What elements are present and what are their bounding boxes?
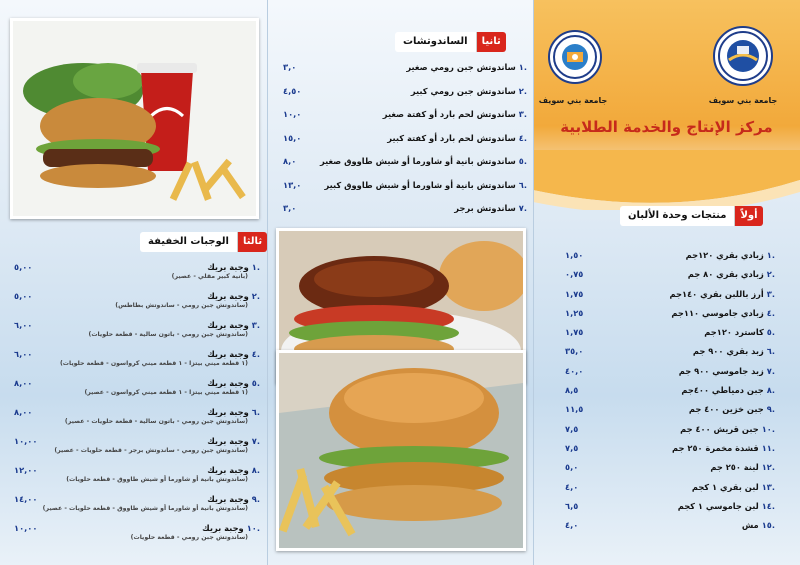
item-name: ساندوتش جبن رومي كبير <box>410 85 516 96</box>
item-name: لبن جاموسي ١ كجم <box>677 500 759 511</box>
menu-item <box>14 523 260 552</box>
section-header-sandwiches <box>395 32 506 52</box>
header-wave <box>533 150 800 210</box>
item-name: جبن خزين ٤٠٠ جم <box>688 404 764 415</box>
menu-item <box>565 482 775 501</box>
burger-cola-photo <box>10 18 259 219</box>
item-name: أرز باللبن بقري ١٤٠جم <box>669 288 764 299</box>
section-badge: ثانيا <box>477 32 506 52</box>
item-number: .٨ <box>251 465 260 475</box>
menu-item <box>283 180 527 204</box>
item-name: وجبة بريك <box>207 262 249 272</box>
section-label: الساندوتشات <box>395 32 477 52</box>
menu-item <box>565 501 775 520</box>
item-name: ساندوتش برجر <box>454 203 516 213</box>
menu-item <box>565 520 775 539</box>
item-name: زبادي بقري ٨٠ جم <box>687 269 764 280</box>
item-number: .٤ <box>251 349 260 359</box>
section-label: الوجبات الخفيفة <box>140 232 238 252</box>
item-price: ١١,٥ <box>565 404 584 415</box>
item-price: ٨,٠٠ <box>14 407 33 417</box>
item-price: ١,٥٠ <box>565 250 584 260</box>
item-number: .٦ <box>518 179 527 190</box>
item-name: وجبة بريك <box>207 378 249 388</box>
menu-item <box>283 203 527 227</box>
menu-item <box>14 262 260 291</box>
chicken-burger-photo <box>276 350 526 551</box>
section-label: منتجات وحدة الألبان <box>620 206 735 226</box>
item-price: ١٠,٠٠ <box>14 436 38 446</box>
item-price: ١٠,٠٠ <box>14 523 38 533</box>
item-price: ٨,٠ <box>283 156 297 166</box>
item-number: .٤ <box>518 132 527 143</box>
menu-item <box>565 308 775 327</box>
menu-item <box>565 424 775 443</box>
item-name: ساندوتش بانية أو شاورما أو شيش طاووق كبير <box>324 179 516 190</box>
production-center-logo <box>548 30 602 84</box>
dairy-list <box>565 250 775 539</box>
menu-item <box>14 349 260 378</box>
menu-item <box>283 133 527 157</box>
item-price: ٨,٥ <box>565 385 579 396</box>
item-description: (ساندوتش جبن رومي - ساندوتش بطاطس) <box>115 302 248 309</box>
item-price: ٨,٠٠ <box>14 378 33 388</box>
item-price: ٣,٠ <box>283 62 297 72</box>
item-number: .٣ <box>251 320 260 330</box>
item-price: ١٢,٠٠ <box>14 465 38 475</box>
item-number: .٥ <box>251 378 260 388</box>
item-price: ٦,٥ <box>565 500 579 511</box>
item-number: .٢ <box>518 85 527 96</box>
panel-divider <box>267 0 268 565</box>
item-price: ٧,٥ <box>565 442 579 453</box>
menu-item <box>565 385 775 404</box>
item-name: لبنة ٢٥٠ جم <box>710 462 759 473</box>
item-price: ٤,٥٠ <box>283 85 302 96</box>
item-price: ٦,٠٠ <box>14 349 33 359</box>
item-name: وجبة بريك <box>207 349 249 359</box>
item-price: ٦,٠٠ <box>14 320 33 330</box>
item-number: .٢ <box>766 269 775 280</box>
menu-item <box>565 327 775 346</box>
item-price: ٥,٠٠ <box>14 262 33 272</box>
item-price: ١٣,٠ <box>283 179 302 190</box>
item-name: زبادي بقري ١٢٠جم <box>685 250 764 260</box>
item-number: .٨ <box>766 385 775 396</box>
item-name: وجبة بريك <box>207 291 249 301</box>
item-number: .٧ <box>766 365 775 376</box>
item-number: .٤ <box>766 307 775 318</box>
item-price: ١,٧٥ <box>565 327 584 338</box>
sandwiches-list <box>283 62 527 227</box>
item-description: (ساندوتش جبن رومي - باتون سالية - قطعة حلويات) <box>88 331 248 338</box>
item-number: .١١ <box>761 442 775 453</box>
item-price: ٥,٠٠ <box>14 291 33 301</box>
item-name: وجبة بريك <box>207 407 249 417</box>
item-name: وجبة بريك <box>202 523 244 533</box>
menu-item <box>14 407 260 436</box>
item-price: ١٠,٠ <box>283 109 302 119</box>
menu-item <box>283 156 527 180</box>
menu-item <box>283 62 527 86</box>
item-name: وجبة بريك <box>207 436 249 446</box>
item-number: .١٠ <box>761 423 775 434</box>
menu-item <box>14 465 260 494</box>
item-number: .١ <box>766 250 775 260</box>
item-number: .٥ <box>766 327 775 338</box>
menu-item <box>565 443 775 462</box>
menu-item <box>14 378 260 407</box>
item-name: كاسترد ١٢٠جم <box>704 327 764 338</box>
item-name: زبد جاموسي ٩٠٠ جم <box>678 365 764 376</box>
menu-item <box>565 462 775 481</box>
item-name: ساندوتش لحم بارد أو كفتة صغير <box>382 109 516 119</box>
item-name: وجبة بريك <box>207 494 249 504</box>
item-number: .٦ <box>251 407 260 417</box>
section-header-meals <box>140 232 267 252</box>
item-number: .٣ <box>518 109 527 119</box>
logo-right-caption: جامعة بني سويف <box>708 96 778 105</box>
item-number: .٣ <box>766 288 775 299</box>
item-number: .١ <box>518 62 527 72</box>
item-price: ١,٧٥ <box>565 288 584 299</box>
item-price: ٧,٥ <box>565 423 579 434</box>
menu-item <box>565 366 775 385</box>
item-number: .٥ <box>518 156 527 166</box>
beni-suef-university-logo <box>713 26 773 86</box>
item-price: ٥,٠ <box>565 462 579 473</box>
item-description: (ساندوتش جبن رومي - ساندوتش برجر - قطعة حلويات - عصير) <box>54 447 248 454</box>
item-name: زبد بقري ٩٠٠ جم <box>692 346 764 357</box>
item-number: .٧ <box>518 203 527 213</box>
menu-item <box>14 320 260 349</box>
menu-item <box>565 404 775 423</box>
section-badge: ثالثا <box>238 232 267 252</box>
item-description: (ساندوتش بانية أو شاورما أو شيش طاووق - قطعة حلويات) <box>66 476 248 483</box>
item-number: .١٤ <box>761 500 775 511</box>
item-description: (ساندوتش جبن رومي - باتون سالية - قطعة حلويات - عصير) <box>64 418 248 425</box>
item-number: .١٥ <box>761 520 775 531</box>
item-price: ٣,٠ <box>283 203 297 213</box>
logo-left-caption: جامعة بني سويف <box>538 96 608 105</box>
menu-item <box>565 346 775 365</box>
menu-item <box>565 289 775 308</box>
menu-item <box>14 494 260 523</box>
item-number: .٩ <box>766 404 775 415</box>
item-number: .٢ <box>251 291 260 301</box>
section-badge: أولاً <box>735 206 762 226</box>
menu-item <box>14 436 260 465</box>
menu-item <box>283 109 527 133</box>
item-name: جبن دمياطي ٤٠٠جم <box>681 385 764 396</box>
item-price: ٣٥,٠ <box>565 346 584 357</box>
item-number: .٦ <box>766 346 775 357</box>
item-price: ١٥,٠ <box>283 132 302 143</box>
item-price: ٤,٠ <box>565 481 579 492</box>
item-name: وجبة بريك <box>207 465 249 475</box>
item-name: ساندوتش بانية أو شاورما أو شيش طاووق صغير <box>319 156 516 166</box>
item-number: .١٣ <box>761 481 775 492</box>
item-number: .١٢ <box>761 462 775 473</box>
item-description: (١ قطعة ميني بيتزا - ١ قطعة ميني كرواسون - قطعة حلويات) <box>59 360 248 367</box>
meals-list <box>14 262 260 552</box>
item-price: ٤,٠ <box>565 520 579 531</box>
item-number: .١ <box>251 262 260 272</box>
menu-item <box>565 269 775 288</box>
item-name: قشدة مخمرة ٢٥٠ جم <box>672 442 759 453</box>
item-description: (١ قطعة ميني بيتزا - ١ قطعة ميني كرواسون - عصير) <box>84 389 248 396</box>
menu-item <box>565 250 775 269</box>
item-name: ساندوتش جبن رومي صغير <box>406 62 516 72</box>
section-header-dairy <box>620 206 763 226</box>
item-price: ١,٢٥ <box>565 307 584 318</box>
item-number: .١٠ <box>246 523 260 533</box>
item-price: ٤٠,٠ <box>565 365 584 376</box>
menu-item <box>283 86 527 110</box>
item-name: جبن قريش ٤٠٠ جم <box>680 423 759 434</box>
item-number: .٩ <box>251 494 260 504</box>
item-name: وجبة بريك <box>207 320 249 330</box>
item-price: ٠,٧٥ <box>565 269 584 280</box>
main-title: مركز الإنتاج والخدمة الطلابية <box>560 118 773 136</box>
menu-item <box>14 291 260 320</box>
item-name: لبن بقري ١ كجم <box>691 481 759 492</box>
item-name: ساندوتش لحم بارد أو كفتة كبير <box>387 132 516 143</box>
item-description: (ساندوتش بانية أو شاورما أو شيش طاووق - قطعة حلويات - عصير) <box>42 505 248 512</box>
item-name: مش <box>741 520 759 531</box>
item-price: ١٤,٠٠ <box>14 494 38 504</box>
panel-divider <box>533 0 534 565</box>
item-name: زبادي جاموسي ١١٠جم <box>671 307 764 318</box>
item-description: (ساندوتش جبن رومي - قطعة حلويات) <box>130 534 248 541</box>
item-description: (بانية كبير مقلي - عصير) <box>171 273 248 280</box>
item-number: .٧ <box>251 436 260 446</box>
